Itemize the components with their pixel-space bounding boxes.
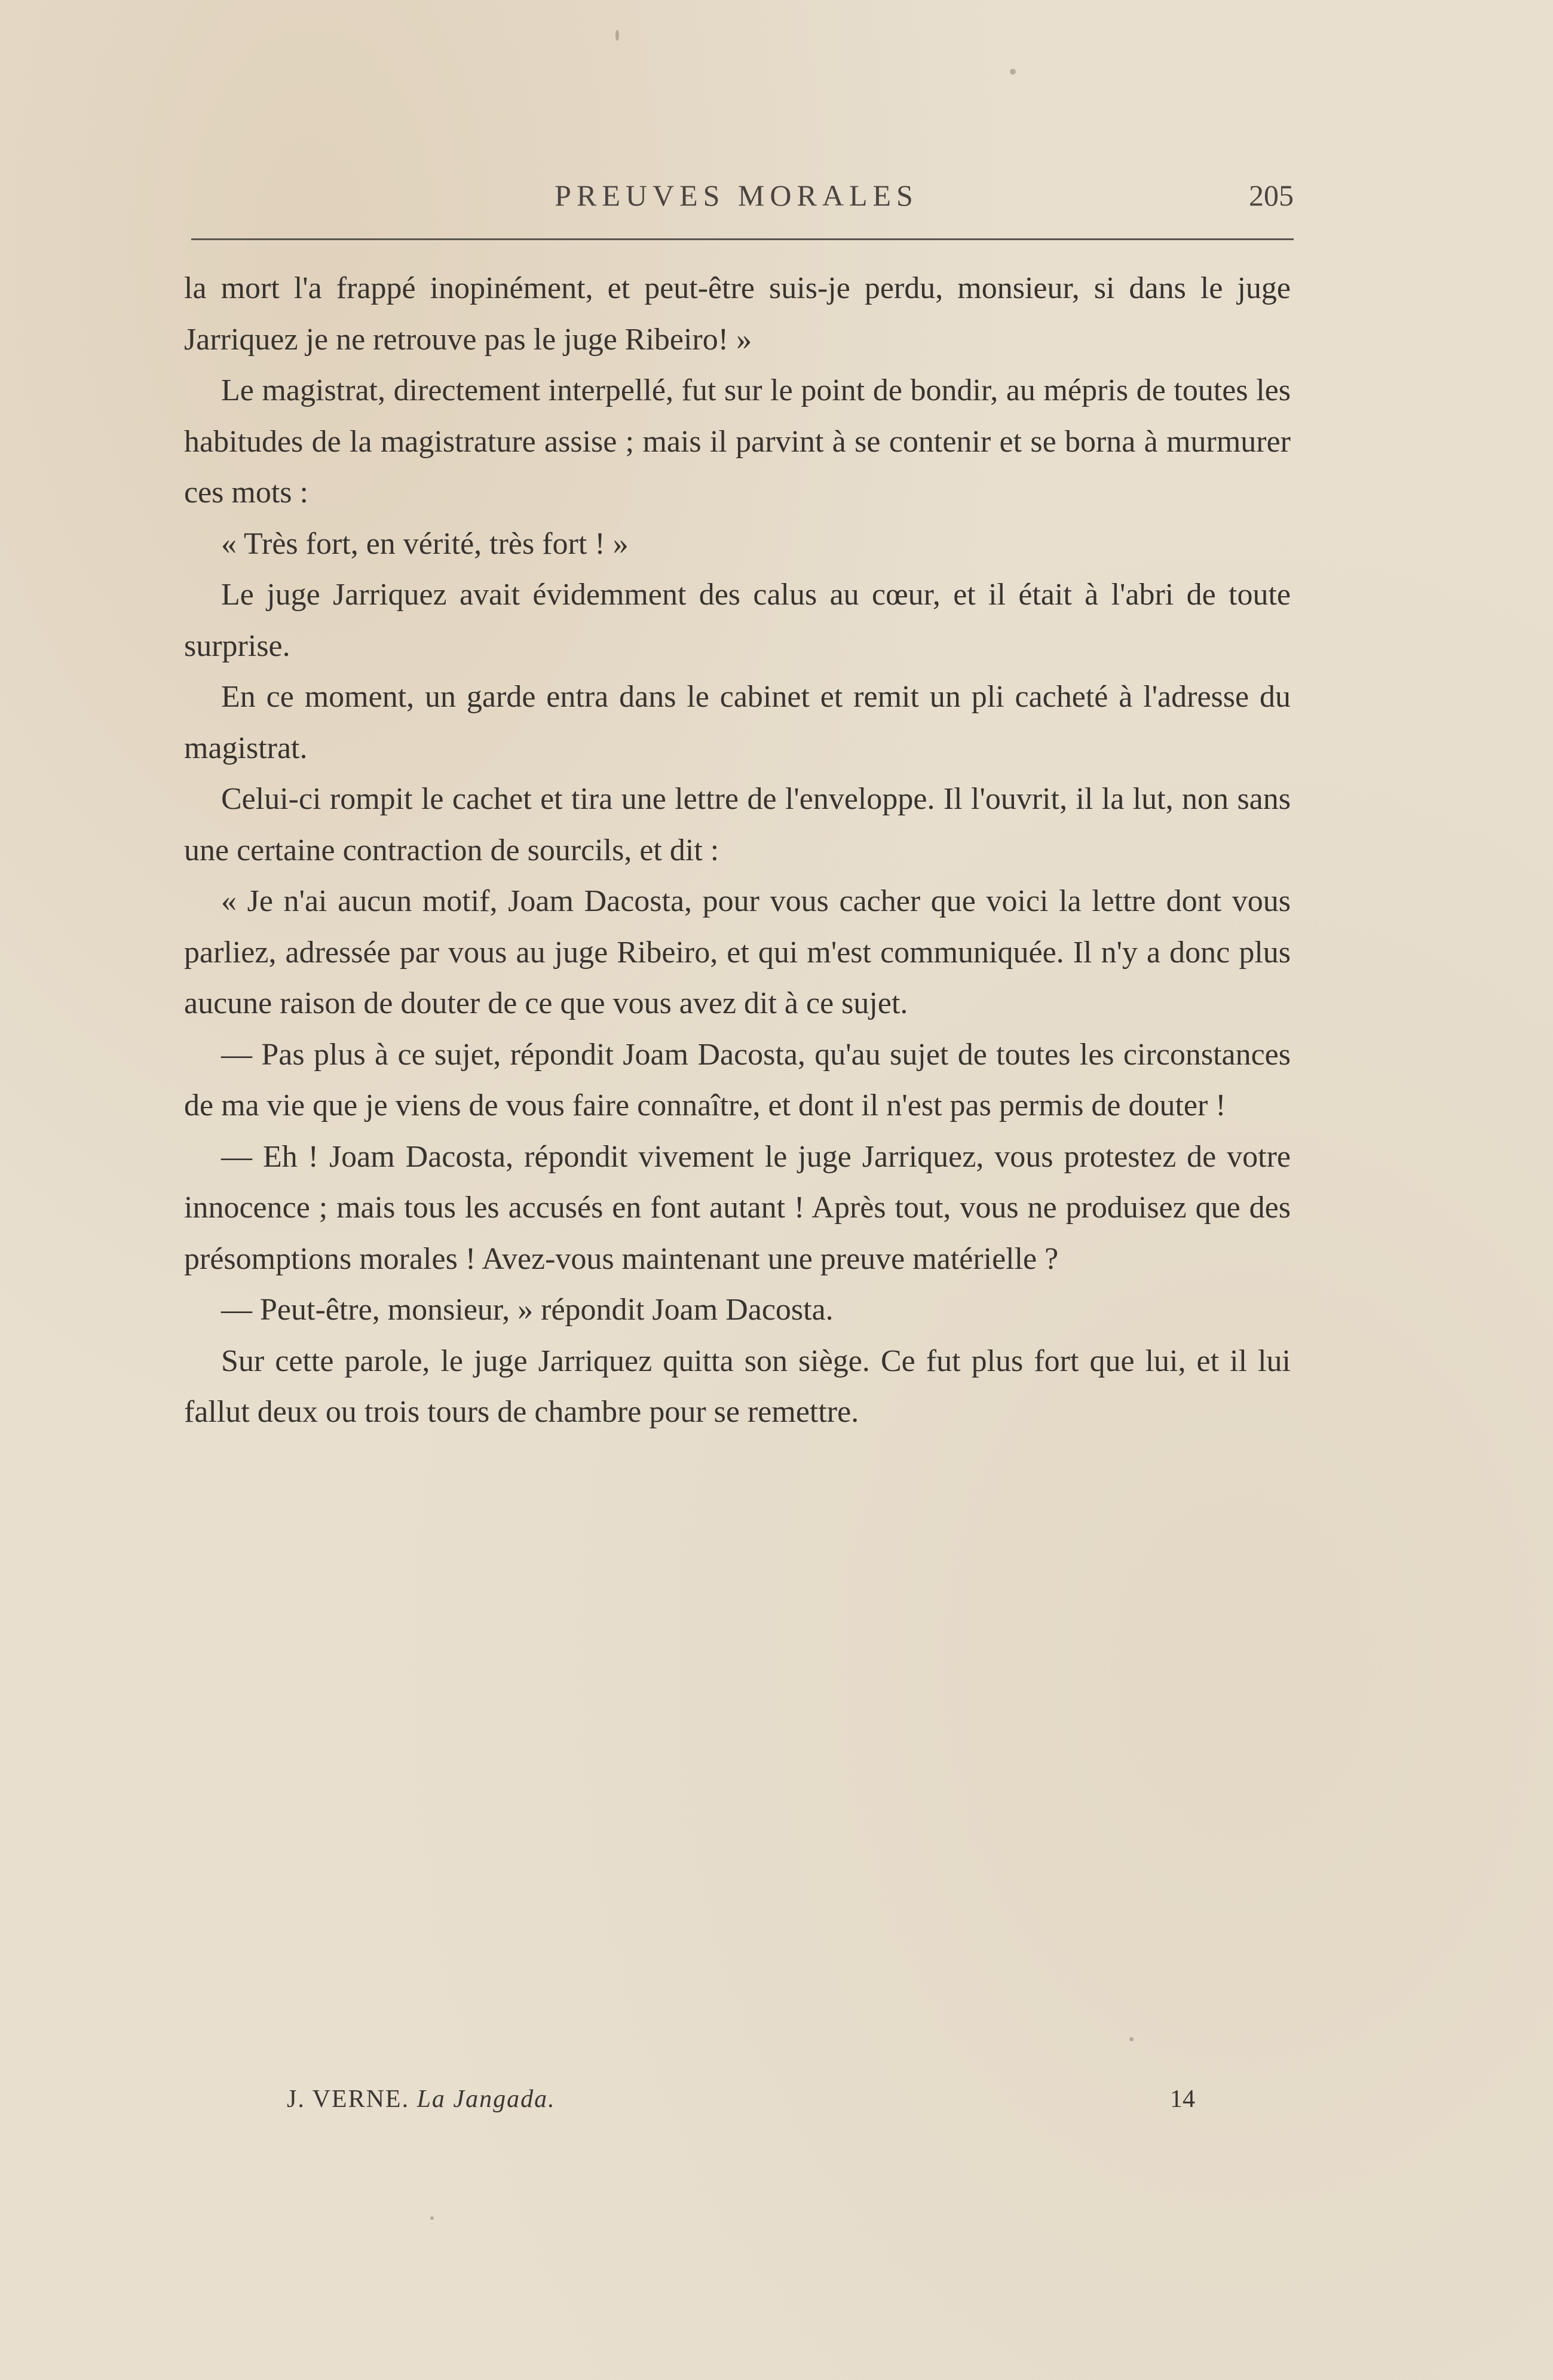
paragraph: — Peut-être, monsieur, » répondit Joam Dacosta. (221, 1293, 834, 1327)
page-footer (287, 2085, 1195, 2121)
header-rule (191, 238, 1294, 240)
paragraph: Celui-ci rompit le cachet et tira une lettre de l'enveloppe. Il l'ouvrit, il la lut, non sans une certaine contraction de sourcils, et dit : (184, 782, 1291, 867)
sheet-number: 14 (1170, 2085, 1195, 2113)
paragraph: Le magistrat, directement interpellé, fut sur le point de bondir, au mépris de toutes les habitudes de la magistrature assise ; mais il parvint à se contenir et se borna à murmurer ces mots : (184, 373, 1291, 510)
paragraph: « Très fort, en vérité, très fort ! » (221, 526, 629, 561)
running-title: PREUVES MORALES (555, 179, 918, 212)
paper-speck (1129, 2037, 1134, 2041)
paragraph: — Eh ! Joam Dacosta, répondit vivement le juge Jarriquez, vous protestez de votre innocence ; mais tous les accusés en font autant ! Après tout, vous ne produisez que des présomptions morales ! Avez-vous maintenant une preuve matérielle ? (184, 1139, 1291, 1276)
paragraph: Le juge Jarriquez avait évidemment des calus au cœur, et il était à l'abri de toute surprise. (184, 578, 1291, 663)
signature-author: J. VERNE. (287, 2085, 410, 2113)
paper-speck (430, 2216, 434, 2220)
body-text (184, 263, 1291, 1438)
page-number: 205 (1249, 179, 1294, 212)
paragraph: En ce moment, un garde entra dans le cabinet et remit un pli cacheté à l'adresse du magistrat. (184, 680, 1291, 765)
paper-speck (657, 1195, 660, 1198)
signature-book-title: La Jangada. (416, 2085, 556, 2113)
paper-speck (615, 30, 619, 41)
paragraph: — Pas plus à ce sujet, répondit Joam Dacosta, qu'au sujet de toutes les circonstances de ma vie que je viens de vous faire connaître, et dont il n'est pas permis de douter ! (184, 1037, 1291, 1122)
paper-speck (1010, 69, 1016, 75)
paragraph: la mort l'a frappé inopinément, et peut-être suis-je perdu, monsieur, si dans le juge Jarriquez je ne retrouve pas le juge Ribeiro! » (184, 271, 1291, 357)
paragraph: « Je n'ai aucun motif, Joam Dacosta, pour vous cacher que voici la lettre dont vous parliez, adressée par vous au juge Ribeiro, et qui m'est communiquée. Il n'y a donc plus aucune raison de douter de ce que vous avez dit à ce sujet. (184, 884, 1291, 1020)
page-header (179, 178, 1294, 220)
paragraph: Sur cette parole, le juge Jarriquez quitta son siège. Ce fut plus fort que lui, et il lui fallut deux ou trois tours de chambre pour se remettre. (184, 1344, 1291, 1429)
printer-signature (287, 2085, 556, 2114)
